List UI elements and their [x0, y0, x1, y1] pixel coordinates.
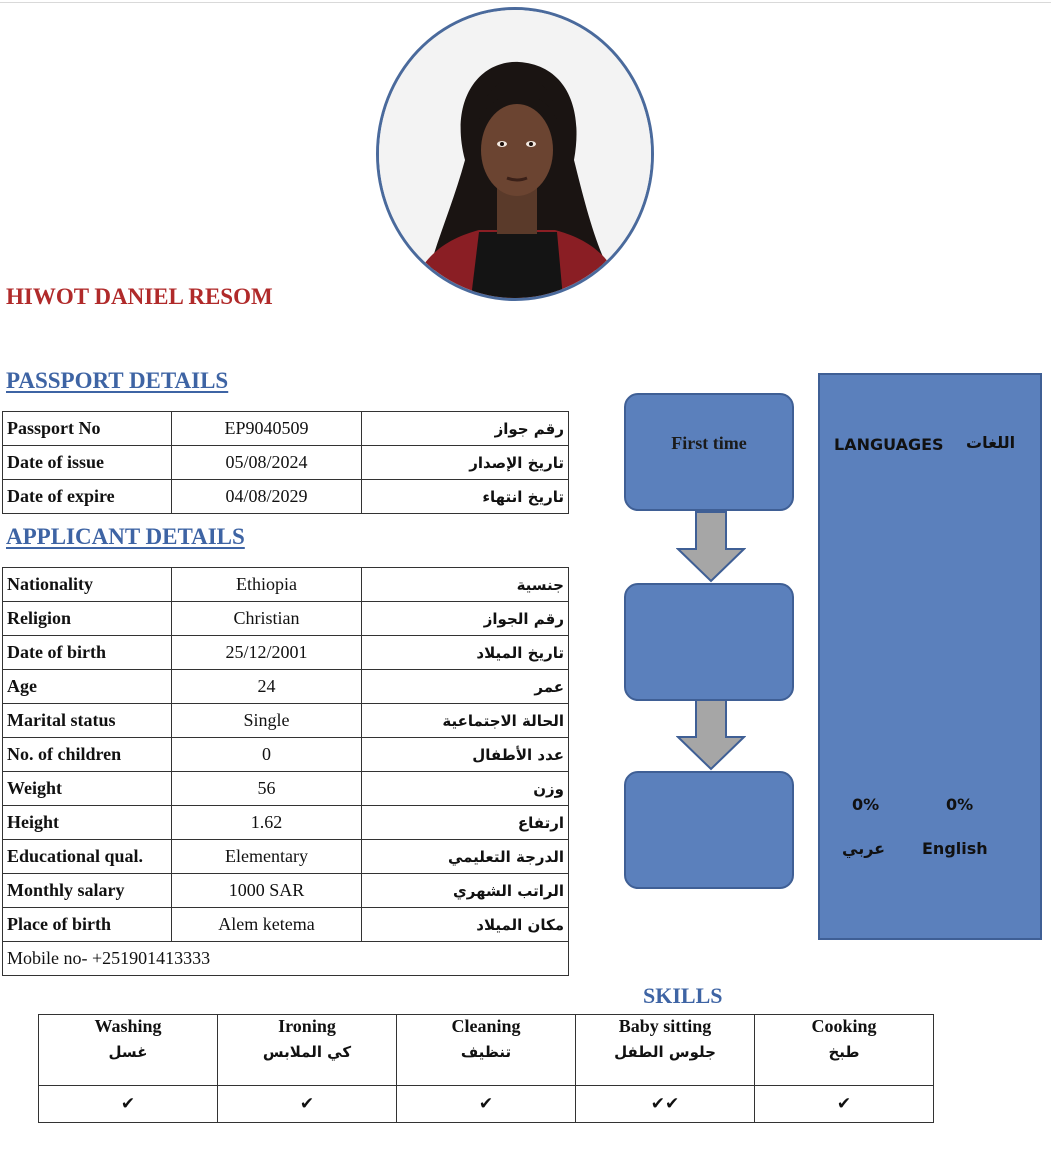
portrait-illustration [379, 10, 651, 298]
row-label: Weight [3, 772, 172, 806]
language-name: عربي [842, 839, 886, 858]
table-row [3, 908, 569, 942]
skills-table [38, 1014, 934, 1123]
top-divider [0, 2, 1051, 3]
row-value: Ethiopia [172, 568, 362, 602]
languages-title-arabic: اللغات [966, 433, 1016, 452]
row-label: Age [3, 670, 172, 704]
row-value: Single [172, 704, 362, 738]
languages-title: LANGUAGES [834, 435, 944, 454]
row-arabic-label: مكان الميلاد [362, 908, 569, 942]
arrow-down-icon [676, 699, 746, 771]
row-value: 24 [172, 670, 362, 704]
row-label: Religion [3, 602, 172, 636]
passport-section-title: PASSPORT DETAILS [6, 368, 229, 393]
checkmark-icon: ✔ [397, 1086, 576, 1123]
experience-box-label: First time [671, 433, 747, 453]
mobile-number: Mobile no- +251901413333 [3, 942, 569, 976]
table-row [3, 670, 569, 704]
table-row [3, 568, 569, 602]
language-percent: 0% [946, 795, 974, 814]
row-arabic-label: عمر [362, 670, 569, 704]
checkmark-icon: ✔✔ [576, 1086, 755, 1123]
row-arabic-label: الحالة الاجتماعية [362, 704, 569, 738]
row-arabic-label: الراتب الشهري [362, 874, 569, 908]
row-label: Date of issue [3, 446, 172, 480]
skill-cell [218, 1015, 397, 1086]
table-row [3, 806, 569, 840]
skill-name: Ironing [278, 1016, 336, 1036]
row-value: 04/08/2029 [172, 480, 362, 514]
table-row [3, 772, 569, 806]
row-arabic-label: جنسية [362, 568, 569, 602]
applicant-section-title: APPLICANT DETAILS [6, 524, 245, 549]
table-row [3, 446, 569, 480]
row-arabic-label: رقم جواز [362, 412, 569, 446]
row-value: 1.62 [172, 806, 362, 840]
row-arabic-label: عدد الأطفال [362, 738, 569, 772]
table-row [3, 602, 569, 636]
arrow-down-icon [676, 511, 746, 583]
skill-cell [39, 1015, 218, 1086]
passport-table [2, 411, 569, 514]
row-label: Date of expire [3, 480, 172, 514]
skill-name: Cooking [811, 1016, 877, 1036]
row-value: 05/08/2024 [172, 446, 362, 480]
language-percent: 0% [852, 795, 880, 814]
row-arabic-label: تاريخ الميلاد [362, 636, 569, 670]
row-label: Place of birth [3, 908, 172, 942]
checkmark-icon: ✔ [755, 1086, 934, 1123]
row-arabic-label: وزن [362, 772, 569, 806]
row-arabic-label: رقم الجواز [362, 602, 569, 636]
row-value: 0 [172, 738, 362, 772]
skill-name: Cleaning [451, 1016, 521, 1036]
row-value: Alem ketema [172, 908, 362, 942]
row-arabic-label: تاريخ انتهاء [362, 480, 569, 514]
applicant-photo [376, 7, 654, 301]
skill-cell [755, 1015, 934, 1086]
table-row [3, 874, 569, 908]
row-label: Marital status [3, 704, 172, 738]
skill-name-arabic: جلوس الطفل [614, 1043, 716, 1061]
row-value: EP9040509 [172, 412, 362, 446]
row-arabic-label: الدرجة التعليمي [362, 840, 569, 874]
experience-box-3 [624, 771, 794, 889]
skill-name: Washing [94, 1016, 162, 1036]
applicant-table [2, 567, 569, 976]
experience-box-1 [624, 393, 794, 511]
applicant-name: HIWOT DANIEL RESOM [6, 284, 273, 309]
language-name: English [922, 839, 988, 858]
table-row [3, 636, 569, 670]
row-value: Elementary [172, 840, 362, 874]
row-label: Nationality [3, 568, 172, 602]
table-row [3, 480, 569, 514]
skill-name-arabic: طبخ [828, 1043, 860, 1061]
row-label: No. of children [3, 738, 172, 772]
table-row [3, 942, 569, 976]
skill-cell [576, 1015, 755, 1086]
experience-box-2 [624, 583, 794, 701]
row-label: Passport No [3, 412, 172, 446]
table-row [3, 704, 569, 738]
skill-name: Baby sitting [618, 1016, 712, 1036]
row-value: Christian [172, 602, 362, 636]
row-value: 56 [172, 772, 362, 806]
skills-checkmark-row [39, 1086, 934, 1123]
table-row [3, 840, 569, 874]
row-label: Height [3, 806, 172, 840]
row-arabic-label: ارتفاع [362, 806, 569, 840]
skill-name-arabic: كي الملابس [262, 1043, 352, 1061]
row-arabic-label: تاريخ الإصدار [362, 446, 569, 480]
table-row [3, 412, 569, 446]
table-row [3, 738, 569, 772]
skill-name-arabic: تنظيف [460, 1043, 512, 1061]
skill-cell [397, 1015, 576, 1086]
row-label: Educational qual. [3, 840, 172, 874]
row-value: 25/12/2001 [172, 636, 362, 670]
checkmark-icon: ✔ [218, 1086, 397, 1123]
languages-panel [818, 373, 1042, 940]
row-label: Date of birth [3, 636, 172, 670]
skills-header-row [39, 1015, 934, 1086]
skills-title: SKILLS [643, 983, 723, 1008]
row-label: Monthly salary [3, 874, 172, 908]
skill-name-arabic: غسل [108, 1043, 148, 1061]
checkmark-icon: ✔ [39, 1086, 218, 1123]
row-value: 1000 SAR [172, 874, 362, 908]
